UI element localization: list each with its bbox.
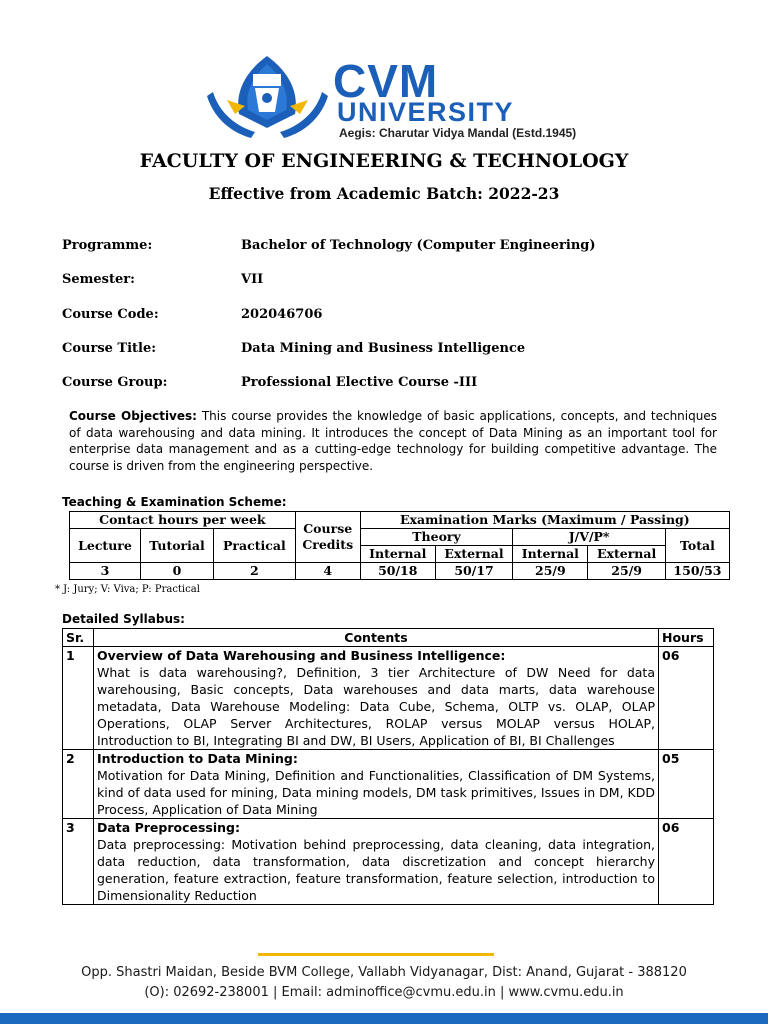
- syllabus-table: [62, 628, 714, 905]
- jvp-internal-header: Internal: [513, 546, 588, 563]
- jvp-external-value: 25/9: [588, 563, 666, 580]
- row-contents: [94, 819, 659, 905]
- tutorial-value: 0: [140, 563, 213, 580]
- row-sr: 3: [63, 819, 94, 905]
- theory-external-value: 50/17: [435, 563, 513, 580]
- total-value: 150/53: [665, 563, 729, 580]
- row-title: Introduction to Data Mining:: [97, 751, 298, 766]
- scheme-title: Teaching & Examination Scheme:: [62, 495, 287, 509]
- course-credits-header: Course Credits: [295, 512, 360, 563]
- syllabus-title: Detailed Syllabus:: [62, 612, 185, 626]
- practical-header: Practical: [214, 529, 296, 563]
- credits-value: 4: [295, 563, 360, 580]
- course-title-label: Course Title:: [62, 341, 157, 356]
- course-group-label: Course Group:: [62, 375, 168, 390]
- table-row: [63, 750, 714, 819]
- theory-external-header: External: [435, 546, 513, 563]
- row-text: Data preprocessing: Motivation behind preprocessing, data cleaning, data integration, data reduction, data transformation, data discretization and concept hierarchy generation, feature extraction, feature transformation, feature selection, introduction to Dimensionality Reduction: [97, 837, 655, 903]
- row-text: Motivation for Data Mining, Definition and Functionalities, Classification of DM Systems, kind of data used for mining, Data mining models, DM task primitives, Issues in DM, KDD Process, Application of Data Mining: [97, 768, 655, 817]
- row-title: Overview of Data Warehousing and Business Intelligence:: [97, 648, 506, 663]
- programme-label: Programme:: [62, 238, 153, 253]
- programme-value: Bachelor of Technology (Computer Engineering): [241, 238, 596, 253]
- total-header: Total: [665, 529, 729, 563]
- faculty-heading: FACULTY OF ENGINEERING & TECHNOLOGY: [139, 150, 629, 172]
- row-hours: 06: [659, 819, 714, 905]
- theory-header: Theory: [360, 529, 513, 546]
- logo-subname: UNIVERSITY: [337, 97, 515, 127]
- table-row: [63, 647, 714, 750]
- row-hours: 06: [659, 647, 714, 750]
- lecture-header: Lecture: [70, 529, 141, 563]
- theory-internal-header: Internal: [360, 546, 435, 563]
- theory-internal-value: 50/18: [360, 563, 435, 580]
- footer-divider: [258, 953, 494, 956]
- course-code-value: 202046706: [241, 307, 323, 322]
- course-group-value: Professional Elective Course -III: [241, 375, 478, 390]
- university-emblem-icon: [205, 52, 330, 142]
- row-sr: 2: [63, 750, 94, 819]
- semester-value: VII: [241, 272, 264, 287]
- sr-header: Sr.: [63, 629, 94, 647]
- course-code-label: Course Code:: [62, 307, 159, 322]
- exam-marks-header: Examination Marks (Maximum / Passing): [360, 512, 729, 529]
- jvp-internal-value: 25/9: [513, 563, 588, 580]
- row-contents: [94, 750, 659, 819]
- footer-address: Opp. Shastri Maidan, Beside BVM College, Vallabh Vidyanagar, Dist: Anand, Gujarat - 388120: [81, 965, 687, 980]
- table-row: [63, 819, 714, 905]
- row-text: What is data warehousing?, Definition, 3 tier Architecture of DW Need for data warehousing, Basic concepts, Data warehouses and data marts, data warehouse metadata, Data Warehouse Modeling: Data Cube, Schema, OLTP vs. OLAP, OLAP Operations, OLAP Server Architectures, ROLAP versus MOLAP versus HOLAP, Introduction to BI, Integrating BI and DW, BI Users, Application of BI, BI Challenges: [97, 665, 655, 748]
- practical-value: 2: [214, 563, 296, 580]
- semester-label: Semester:: [62, 272, 135, 287]
- row-contents: [94, 647, 659, 750]
- footer-bar: [0, 1013, 768, 1024]
- contents-header: Contents: [94, 629, 659, 647]
- objectives-label: Course Objectives:: [69, 409, 197, 423]
- course-title-value: Data Mining and Business Intelligence: [241, 341, 526, 356]
- tutorial-header: Tutorial: [140, 529, 213, 563]
- scheme-legend: * J: Jury; V: Viva; P: Practical: [55, 584, 200, 595]
- row-hours: 05: [659, 750, 714, 819]
- jvp-external-header: External: [588, 546, 666, 563]
- lecture-value: 3: [70, 563, 141, 580]
- course-objectives: [69, 408, 717, 474]
- objectives-text: This course provides the knowledge of basic applications, concepts, and techniques of data warehousing and data mining. It introduces the concept of Data Mining as an important tool for enterprise data management and as a cutting-edge technology for building competitive advantage. The course is driven from the engineering perspective.: [69, 409, 717, 473]
- row-title: Data Preprocessing:: [97, 820, 240, 835]
- batch-heading: Effective from Academic Batch: 2022-23: [208, 184, 560, 203]
- jvp-header: J/V/P*: [513, 529, 666, 546]
- scheme-table: [69, 511, 730, 580]
- row-sr: 1: [63, 647, 94, 750]
- logo-aegis: Aegis: Charutar Vidya Mandal (Estd.1945): [339, 126, 577, 140]
- contact-hours-header: Contact hours per week: [70, 512, 296, 529]
- university-logo: [205, 52, 577, 142]
- footer-contact: (O): 02692-238001 | Email: adminoffice@cvmu.edu.in | www.cvmu.edu.in: [144, 985, 624, 1000]
- logo-name: CVM: [333, 55, 439, 107]
- hours-header: Hours: [659, 629, 714, 647]
